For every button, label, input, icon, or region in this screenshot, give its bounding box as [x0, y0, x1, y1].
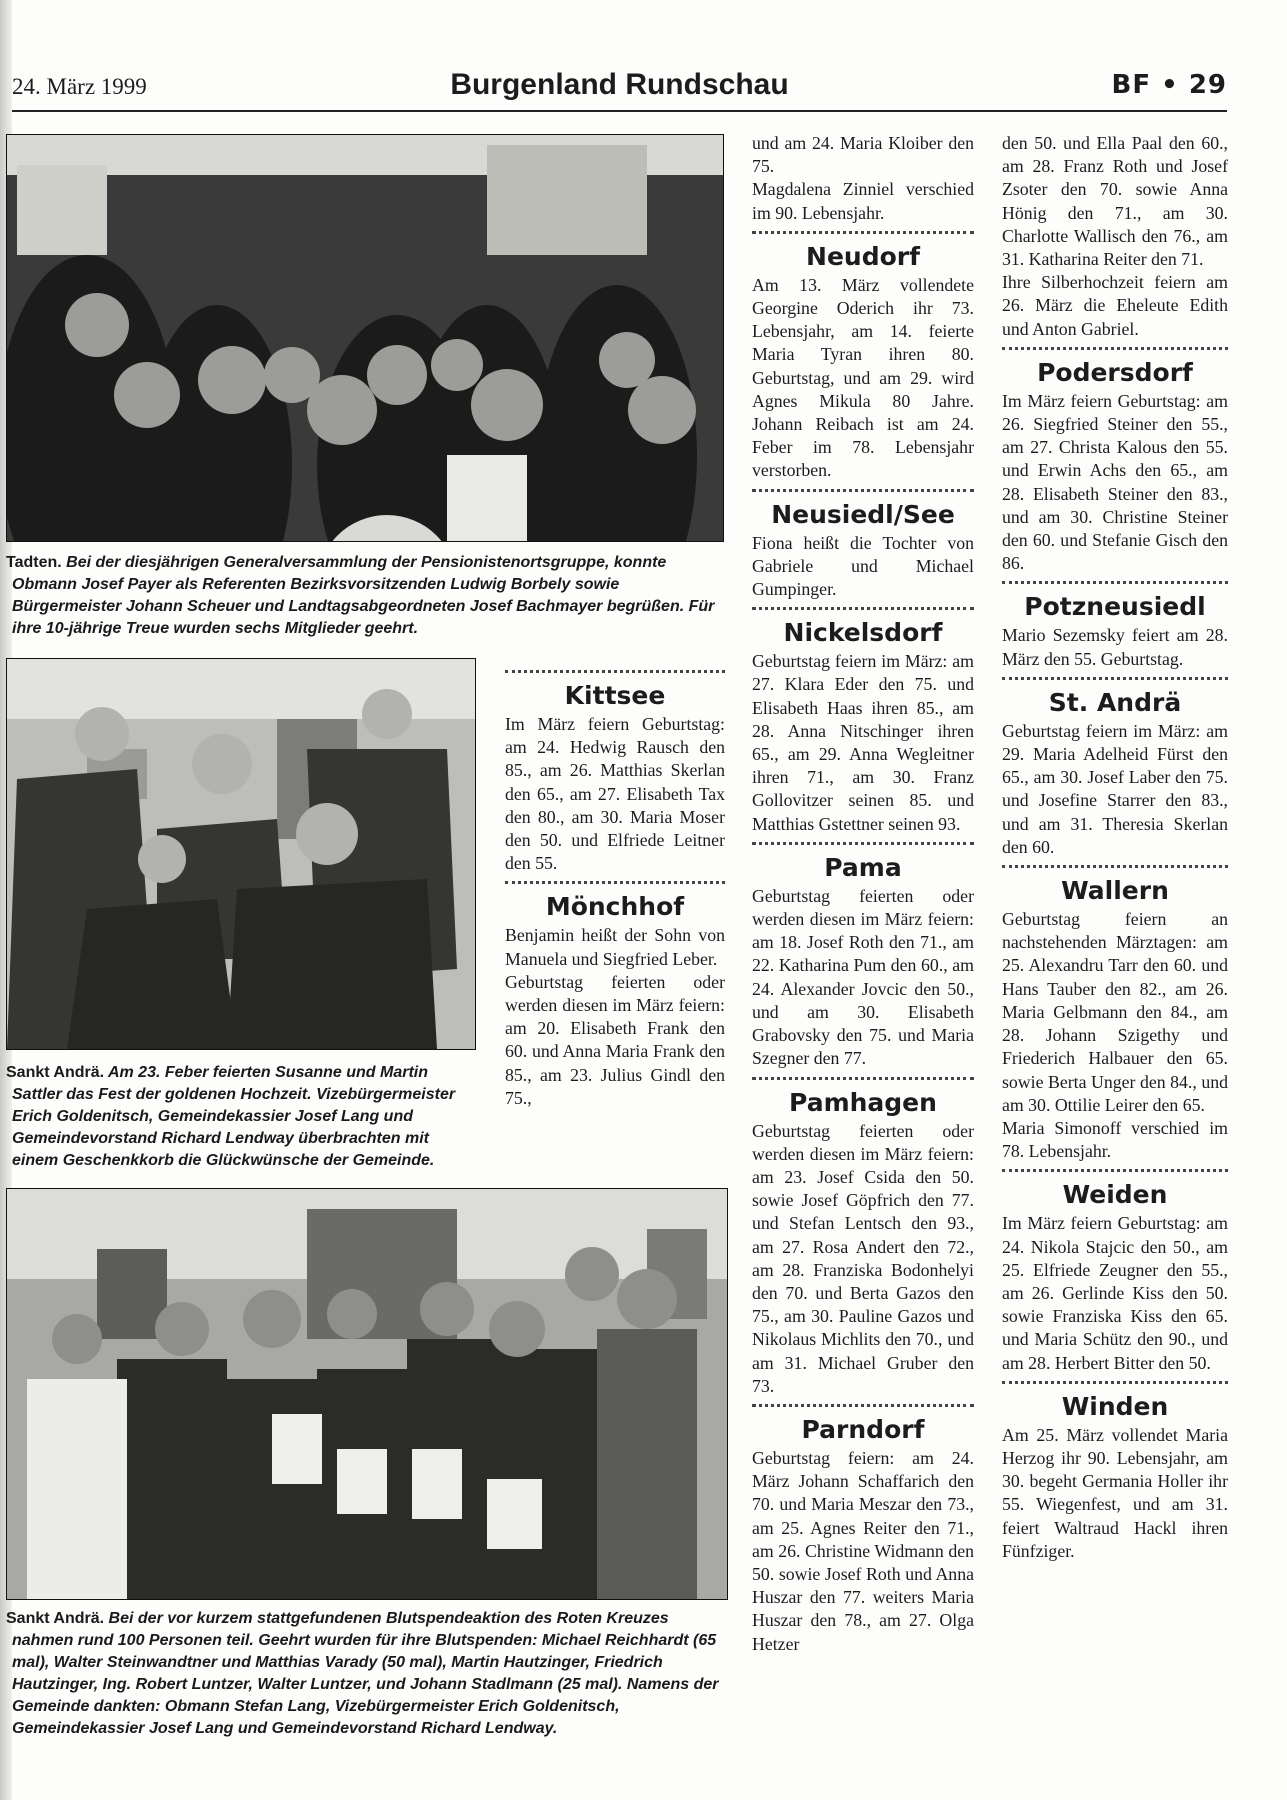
section-text: Fiona heißt die Tochter von Gabriele und Michael Gumpinger.: [752, 532, 974, 600]
section-text: Geburtstag feierten oder werden diesen im März feiern: am 23. Josef Csida den 50. sowie Josef Göpfrich den 77. und Stefan Lentsch den 93., am 27. Rosa Andert den 72., am 28. Franziska Bodonhelyi den 70. und Berta Gazos den 75., am 30. Pauline Gazos und Nikolaus Michlits den 70., und am 31. Michael Gruber den 73.: [752, 1120, 974, 1396]
dotted-divider: [1002, 347, 1228, 350]
section-title: Nickelsdorf: [783, 618, 943, 648]
page-number: BF • 29: [1111, 70, 1227, 100]
dotted-divider: [1002, 865, 1228, 868]
section-text: Geburtstag feiern: am 24. März Johann Schaffarich den 70. und Maria Meszar den 73., am 25. Agnes Reiter den 71., am 26. Christine Widmann den 50. sowie Josef Roth und Anna Huszar den 77. weiters Maria Huszar den 78., am 27. Olga Hetzer: [752, 1447, 974, 1654]
section-title: Parndorf: [801, 1414, 925, 1444]
dotted-divider: [1002, 677, 1228, 680]
section-text: Im März feiern Geburtstag: am 24. Nikola Stajcic den 50., am 25. Elfriede Zeugner den 55., am 26. Gerlinde Kiss den 50. sowie Franziska Kiss den 65. und Maria Schütz den 90., und am 28. Herbert Bitter den 50.: [1002, 1213, 1228, 1373]
section-title: Pama: [824, 852, 902, 882]
section-wallern: [1002, 876, 1228, 1163]
section-text: Magdalena Zinniel verschied im 90. Lebensjahr.: [752, 179, 974, 223]
section-title: Neudorf: [806, 241, 920, 271]
dotted-divider: [752, 489, 974, 492]
caption-text: Am 23. Feber feierten Susanne und Martin Sattler das Fest der goldenen Hochzeit. Vizebürgermeister Erich Goldenitsch, Gemeindekassier Josef Lang und Gemeindevorstand Richard Lendway überbrachten mit einem Geschenkkorb die Glückwünsche der Gemeinde.: [12, 1064, 456, 1169]
section-winden: [1002, 1392, 1228, 1563]
section-text: Geburtstag feiern im März: am 29. Maria Adelheid Fürst den 65., am 30. Josef Laber den 75. und Josefine Starrer den 83., und am 31. Theresia Skerlan den 60.: [1002, 720, 1228, 857]
caption-text: Bei der vor kurzem stattgefundenen Blutspendeaktion des Roten Kreuzes nahmen rund 100 Personen teil. Geehrt wurden für ihre Blutspenden: Michael Reichhardt (65 mal), Walter Steinwandtner und Matthias Varady (50 mal), Martin Hautzinger, Friedrich Hautzinger, Ing. Robert Luntzer, Walter Luntzer, und Johann Stadlmann (25 mal). Namens der Gemeinde dankten: Obmann Stefan Lang, Vizebürgermeister Erich Goldenitsch, Gemeindekassier Josef Lang und Gemeindevorstand Richard Lendway.: [12, 1610, 719, 1737]
section-kittsee: [505, 681, 725, 875]
section-title: Pamhagen: [789, 1087, 937, 1117]
photo-golden-wedding: [6, 658, 476, 1050]
dotted-divider: [505, 670, 725, 673]
caption-sankt-andrae-blood: [6, 1608, 734, 1740]
photo-blood-donors: [6, 1188, 728, 1600]
section-pama: [752, 853, 974, 1071]
section-title: Kittsee: [564, 681, 666, 710]
section-text: Geburtstag feierten oder werden diesen im März feiern: am 18. Josef Roth den 71., am 22. Katharina Pum den 60., am 24. Alexander Jovcic den 50., und am 30. Elisabeth Grabovsky den 75. und Maria Szegner den 77.: [752, 885, 974, 1069]
section-text: Ihre Silberhochzeit feiern am 26. März die Eheleute Edith und Anton Gabriel.: [1002, 272, 1228, 339]
section-text: Im März feiern Geburtstag: am 24. Hedwig Rausch den 85., am 26. Matthias Skerlan den 65., am 27. Elisabeth Tax den 80., am 30. Maria Moser den 50. und Elfriede Leitner den 55.: [505, 714, 725, 874]
section-text: Geburtstag feiern im März: am 27. Klara Eder den 75. und Elisabeth Haas ihren 85., am 28. Anna Nitschinger ihren 65., am 29. Anna Wegleitner ihren 71., am 30. Franz Gollovitzer seinen 85. und Matthias Gstettner seinen 93.: [752, 651, 974, 834]
section-text: Maria Simonoff verschied im 78. Lebensjahr.: [1002, 1117, 1228, 1162]
caption-tadten: [6, 552, 724, 640]
dotted-divider: [752, 842, 974, 845]
section-text: Geburtstag feierten oder werden diesen im März feiern: am 20. Elisabeth Frank den 60. und Anna Maria Frank den 85., am 23. Julius Gindl den 75.,: [505, 971, 725, 1108]
section-neudorf: [752, 242, 974, 483]
section-text: Am 25. März vollendet Maria Herzog ihr 90. Lebensjahr, am 30. begeht Germania Holler ihr 55. Wiegenfest, und am 31. feiert Waltraud Hackl ihren Fünfziger.: [1002, 1424, 1228, 1561]
section-text: und am 24. Maria Kloiber den 75.: [752, 133, 974, 177]
section-weiden: [1002, 1180, 1228, 1374]
section-title: St. Andrä: [1048, 687, 1182, 717]
column-2: [752, 132, 974, 1656]
section-st-andrae: [1002, 688, 1228, 859]
dotted-divider: [1002, 1169, 1228, 1172]
section-text: Mario Sezemsky feiert am 28. März den 55. Geburtstag.: [1002, 625, 1228, 669]
column-3: [1002, 132, 1228, 1563]
section-moenchhof: [505, 892, 725, 1110]
section-text: Im März feiern Geburtstag: am 26. Siegfried Steiner den 55., am 27. Christa Kalous den 55. und Erwin Achs den 65., am 28. Elisabeth Steiner den 83., und am 30. Christine Steiner den 60. und Stefanie Gisch den 86.: [1002, 390, 1228, 574]
page-header: [12, 60, 1227, 112]
dotted-divider: [752, 607, 974, 610]
section-text: Geburtstag feiern an nachstehenden Märztagen: am 25. Alexandru Tarr den 60. und Hans Tauber den 82., am 26. Maria Gelbmann den 84., am 28. Johann Szigethy und Friederich Halbauer den 65. sowie Berta Unger den 84., und am 30. Ottilie Leirer den 65.: [1002, 909, 1228, 1115]
section-title: Mönchhof: [545, 892, 685, 922]
section-podersdorf: [1002, 358, 1228, 576]
section-text: den 50. und Ella Paal den 60., am 28. Franz Roth und Josef Zsoter den 70. sowie Anna Hönig den 71., am 30. Charlotte Wallisch den 76., am 31. Katharina Reiter den 71.: [1002, 133, 1228, 270]
section-title: Neusiedl/See: [771, 499, 955, 529]
caption-sankt-andrae-wedding: [6, 1062, 464, 1172]
column-1: [505, 664, 725, 1110]
dotted-divider: [1002, 1381, 1228, 1384]
section-parndorf: [752, 1415, 974, 1656]
dotted-divider: [1002, 581, 1228, 584]
section-title: Weiden: [1062, 1180, 1168, 1210]
newspaper-title: Burgenland Rundschau: [450, 68, 789, 101]
section-title: Potzneusiedl: [1024, 592, 1206, 622]
section-title: Winden: [1061, 1391, 1169, 1421]
caption-place: Tadten.: [6, 554, 62, 571]
section-continued: [1002, 132, 1228, 341]
section-pamhagen: [752, 1088, 974, 1398]
section-continued: [752, 132, 974, 225]
caption-place: Sankt Andrä.: [6, 1610, 105, 1627]
caption-place: Sankt Andrä.: [6, 1064, 105, 1081]
section-nickelsdorf: [752, 618, 974, 836]
dotted-divider: [752, 1404, 974, 1407]
issue-date: 24. März 1999: [12, 74, 147, 99]
dotted-divider: [505, 881, 725, 884]
photo-pensioners-group: [6, 134, 724, 542]
section-text: Benjamin heißt der Sohn von Manuela und Siegfried Leber.: [505, 925, 725, 969]
section-potzneusiedl: [1002, 592, 1228, 670]
dotted-divider: [752, 231, 974, 234]
section-neusiedl: [752, 500, 974, 602]
dotted-divider: [752, 1077, 974, 1080]
section-text: Am 13. März vollendete Georgine Oderich ihr 73. Lebensjahr, am 14. feierte Maria Tyran ihren 80. Geburtstag, und am 29. wird Agnes Mikula 80 Jahre. Johann Reibach ist am 24. Feber im 78. Lebensjahr verstorben.: [752, 274, 974, 481]
section-title: Podersdorf: [1037, 357, 1193, 387]
caption-text: Bei der diesjährigen Generalversammlung der Pensionistenortsgruppe, konnte Obmann Josef Payer als Referenten Bezirksvorsitzenden Ludwig Borbely sowie Bürgermeister Johann Scheuer und Landtagsabgeordneten Josef Bachmayer begrüßen. Für ihre 10-jährige Treue wurden sechs Mitglieder geehrt.: [12, 554, 715, 637]
section-title: Wallern: [1061, 876, 1169, 906]
